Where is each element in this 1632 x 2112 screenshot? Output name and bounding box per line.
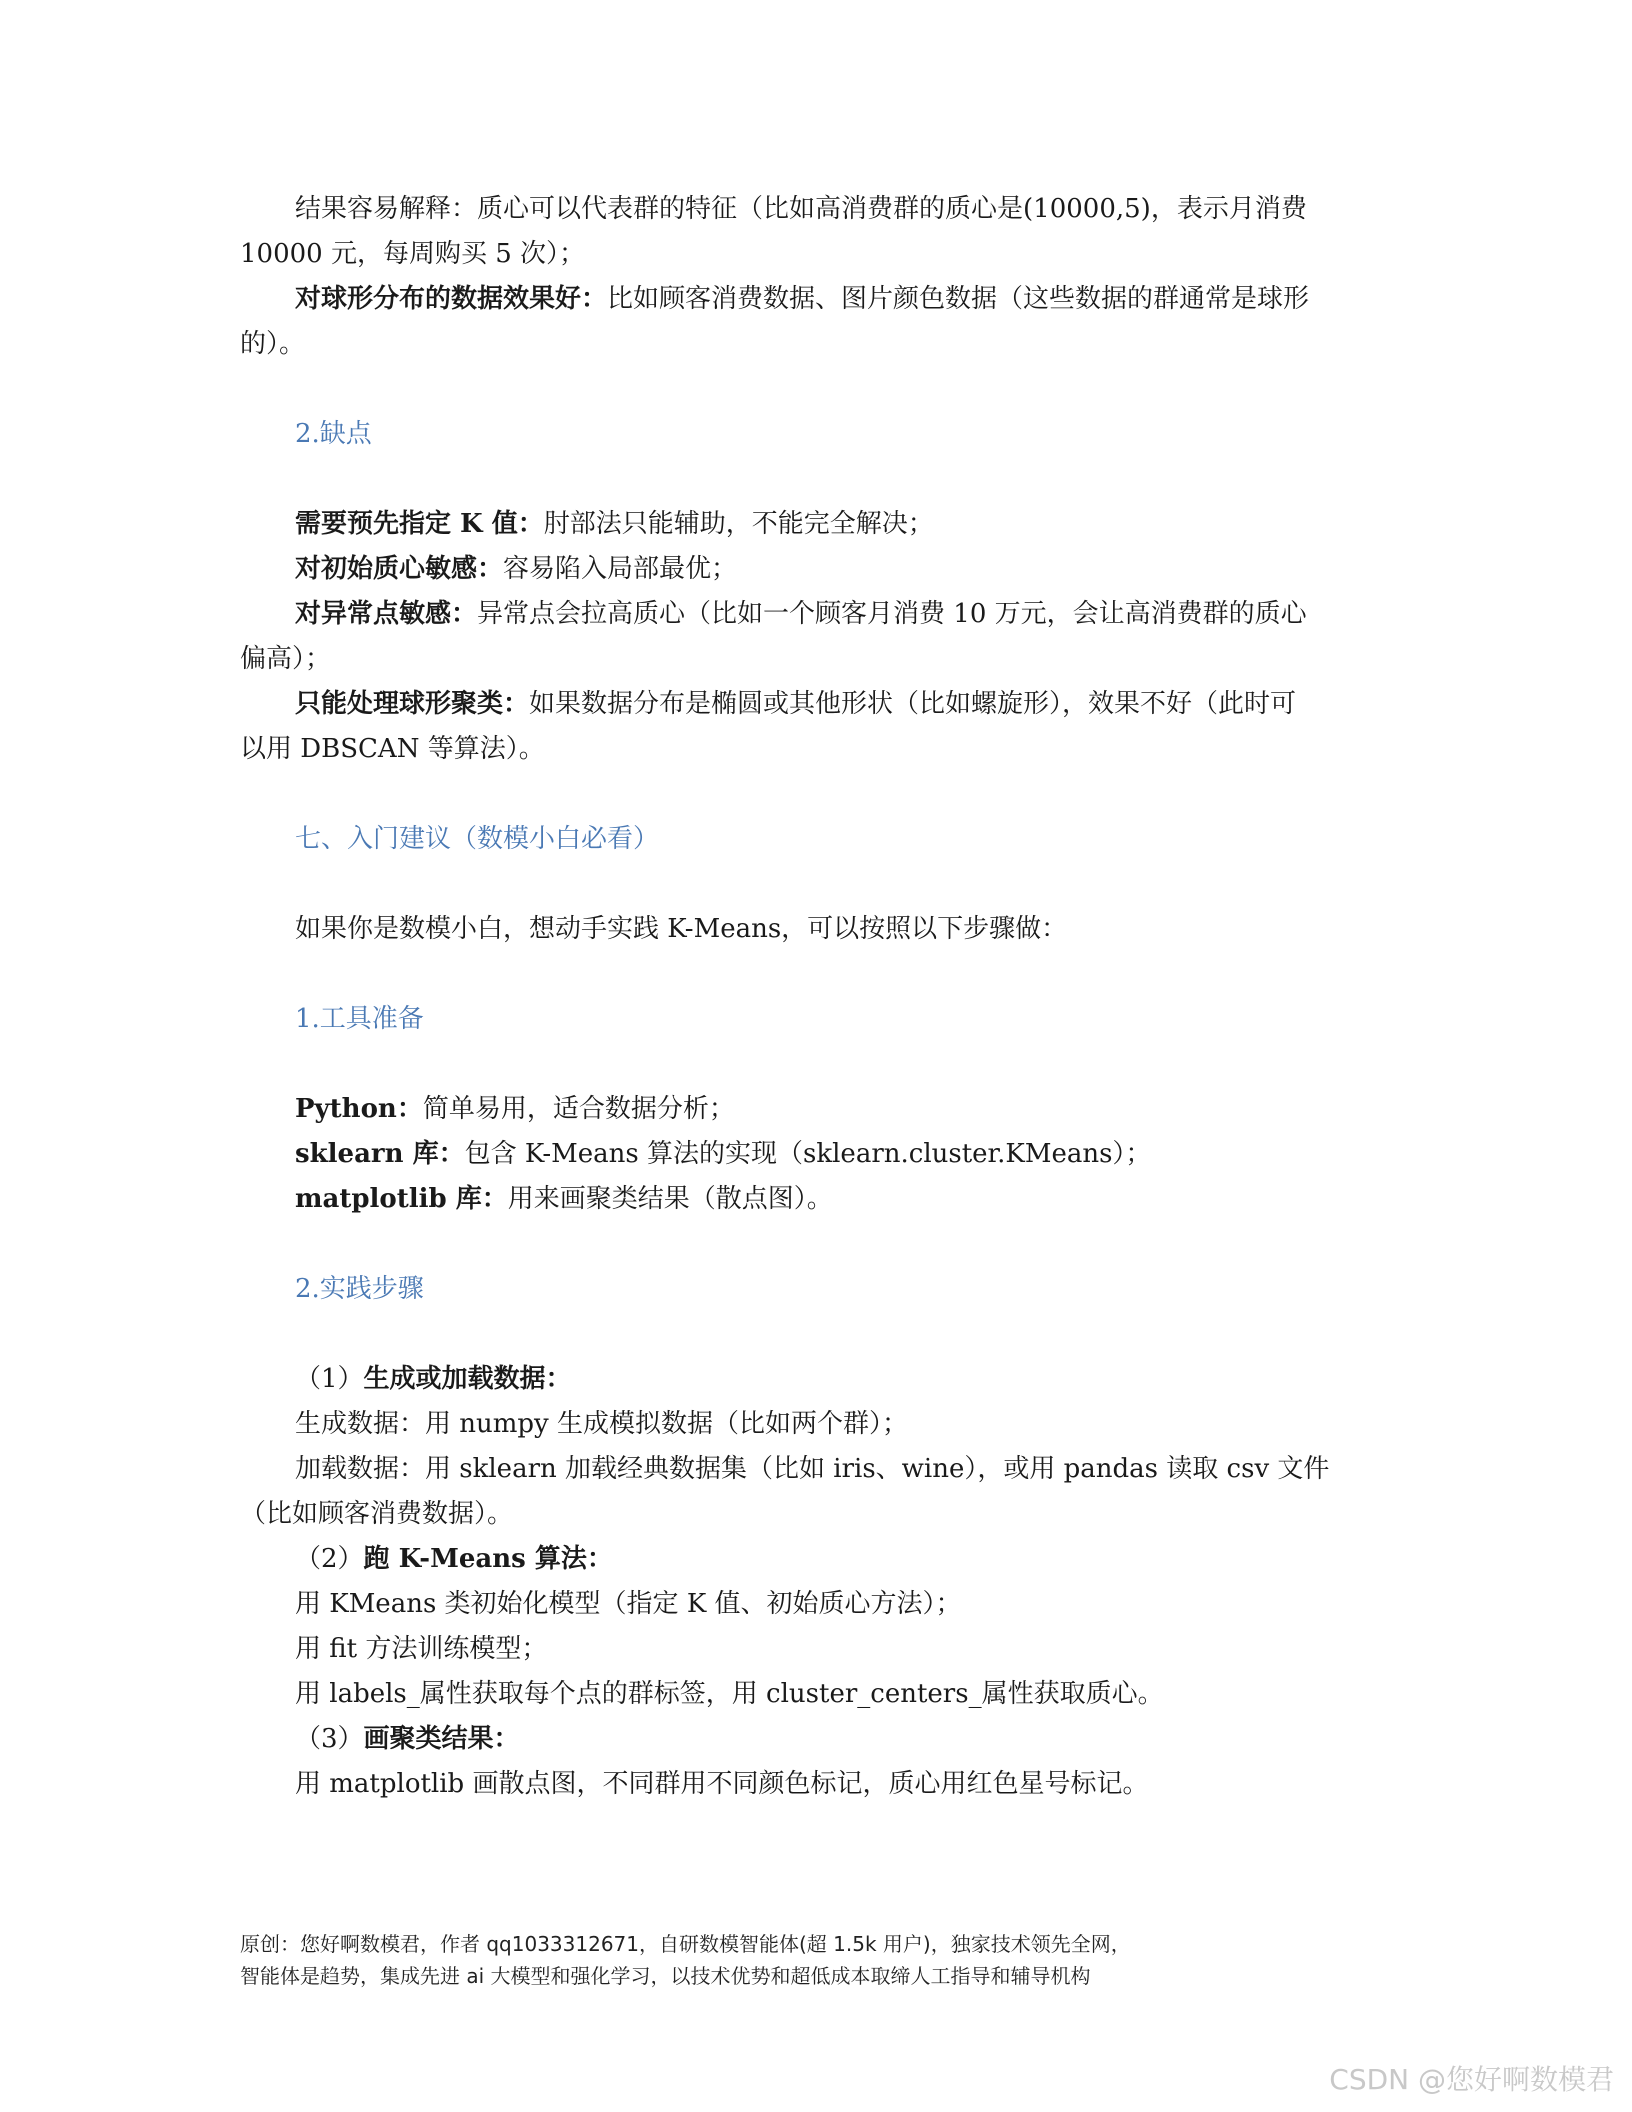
- step-number: （3）: [295, 1724, 364, 1754]
- footer-line-1: 原创：您好啊数模君，作者 qq1033312671，自研数模智能体(超 1.5k 用户)，独家技术领先全网，: [240, 1932, 1131, 1956]
- cons-item-k-value: [295, 501, 1390, 547]
- cons-item-spherical-only: [295, 681, 1390, 727]
- pros-item-continuation: 的）。: [240, 329, 306, 359]
- cons-item-label: 对异常点敏感：: [295, 599, 478, 629]
- cons-item-text: 异常点会拉高质心（比如一个顾客月消费 10 万元，会让高消费群的质心: [477, 599, 1307, 629]
- tools-item-text: 简单易用，适合数据分析；: [422, 1094, 735, 1124]
- cons-item-continuation: 以用 DBSCAN 等算法）。: [240, 734, 545, 764]
- pros-item-text: 比如顾客消费数据、图片颜色数据（这些数据的群通常是球形: [607, 284, 1310, 314]
- step-1-load: 加载数据：用 sklearn 加载经典数据集（比如 iris、wine），或用 pandas 读取 csv 文件: [295, 1454, 1330, 1484]
- step-label: 画聚类结果：: [363, 1724, 520, 1754]
- section-intro: 如果你是数模小白，想动手实践 K-Means，可以按照以下步骤做：: [295, 914, 1068, 944]
- cons-item-text: 如果数据分布是椭圆或其他形状（比如螺旋形），效果不好（此时可: [529, 689, 1297, 719]
- cons-item-text: 肘部法只能辅助，不能完全解决；: [543, 509, 934, 539]
- step-1-generate: 生成数据：用 numpy 生成模拟数据（比如两个群）；: [295, 1409, 909, 1439]
- tools-item-python: [295, 1086, 1390, 1132]
- csdn-watermark: CSDN @您好啊数模君: [1329, 2063, 1614, 2096]
- cons-item-continuation: 偏高）；: [240, 644, 332, 674]
- step-2-title: [295, 1536, 1390, 1582]
- step-3-plot: 用 matplotlib 画散点图，不同群用不同颜色标记，质心用红色星号标记。: [295, 1769, 1149, 1799]
- step-2-init: 用 KMeans 类初始化模型（指定 K 值、初始质心方法）；: [295, 1589, 962, 1619]
- tools-item-label: matplotlib 库：: [295, 1184, 508, 1214]
- cons-item-outliers: [295, 591, 1390, 637]
- pros-item-interpretable: [295, 186, 1390, 232]
- step-number: （2）: [295, 1544, 364, 1574]
- tools-item-label: Python：: [295, 1094, 423, 1124]
- tools-item-text: 用来画聚类结果（散点图）。: [507, 1184, 833, 1214]
- tools-item-matplotlib: [295, 1176, 1390, 1222]
- section-heading-getting-started: 七、入门建议（数模小白必看）: [295, 824, 660, 854]
- step-1-load-continuation: （比如顾客消费数据）。: [240, 1499, 514, 1529]
- step-label: 生成或加载数据：: [363, 1364, 572, 1394]
- step-1-title: [295, 1356, 1390, 1402]
- section-heading-steps: 2.实践步骤: [295, 1274, 424, 1304]
- tools-item-label: sklearn 库：: [295, 1139, 465, 1169]
- section-heading-tools: 1.工具准备: [295, 1004, 424, 1034]
- tools-item-text: 包含 K-Means 算法的实现（sklearn.cluster.KMeans）；: [464, 1139, 1152, 1169]
- step-2-labels: 用 labels_属性获取每个点的群标签，用 cluster_centers_属性获取质心。: [295, 1679, 1164, 1709]
- cons-item-label: 只能处理球形聚类：: [295, 689, 530, 719]
- step-3-title: [295, 1716, 1390, 1762]
- tools-item-sklearn: [295, 1131, 1390, 1177]
- section-heading-cons: 2.缺点: [295, 419, 372, 449]
- step-2-fit: 用 fit 方法训练模型；: [295, 1634, 548, 1664]
- footer-line-2: 智能体是趋势，集成先进 ai 大模型和强化学习，以技术优势和超低成本取缔人工指导和辅导机构: [240, 1964, 1091, 1988]
- step-label: 跑 K-Means 算法：: [363, 1544, 613, 1574]
- pros-item-spherical: [295, 276, 1390, 322]
- pros-item-label: 结果容易解释：: [295, 194, 478, 224]
- step-number: （1）: [295, 1364, 364, 1394]
- cons-item-label: 需要预先指定 K 值：: [295, 509, 544, 539]
- cons-item-text: 容易陷入局部最优；: [503, 554, 738, 584]
- cons-item-label: 对初始质心敏感：: [295, 554, 504, 584]
- pros-item-continuation: 10000 元，每周购买 5 次）；: [240, 239, 586, 269]
- pros-item-label: 对球形分布的数据效果好：: [295, 284, 608, 314]
- cons-item-initial-centroid: [295, 546, 1390, 592]
- pros-item-text: 质心可以代表群的特征（比如高消费群的质心是(10000,5)，表示月消费: [477, 194, 1307, 224]
